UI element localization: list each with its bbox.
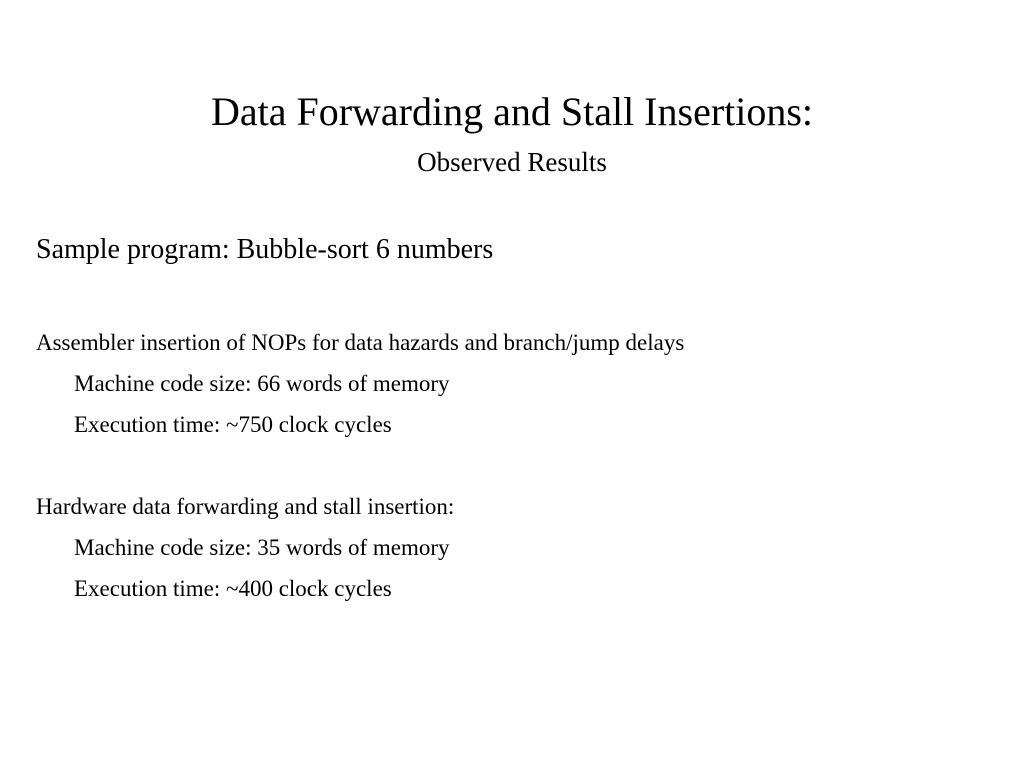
slide-title: Data Forwarding and Stall Insertions: (210, 89, 814, 134)
nops-code-size: Machine code size: 66 words of memory (74, 371, 450, 396)
hardware-code-size: Machine code size: 35 words of memory (74, 535, 450, 560)
section-heading-hardware: Hardware data forwarding and stall insertion: (36, 494, 455, 519)
nops-execution-time: Execution time: ~750 clock cycles (74, 412, 392, 437)
section-heading-nops: Assembler insertion of NOPs for data hazards and branch/jump delays (36, 330, 685, 355)
sample-program-text: Sample program: Bubble-sort 6 numbers (36, 234, 494, 265)
slide-subtitle: Observed Results (417, 147, 607, 177)
hardware-execution-time: Execution time: ~400 clock cycles (74, 576, 392, 601)
